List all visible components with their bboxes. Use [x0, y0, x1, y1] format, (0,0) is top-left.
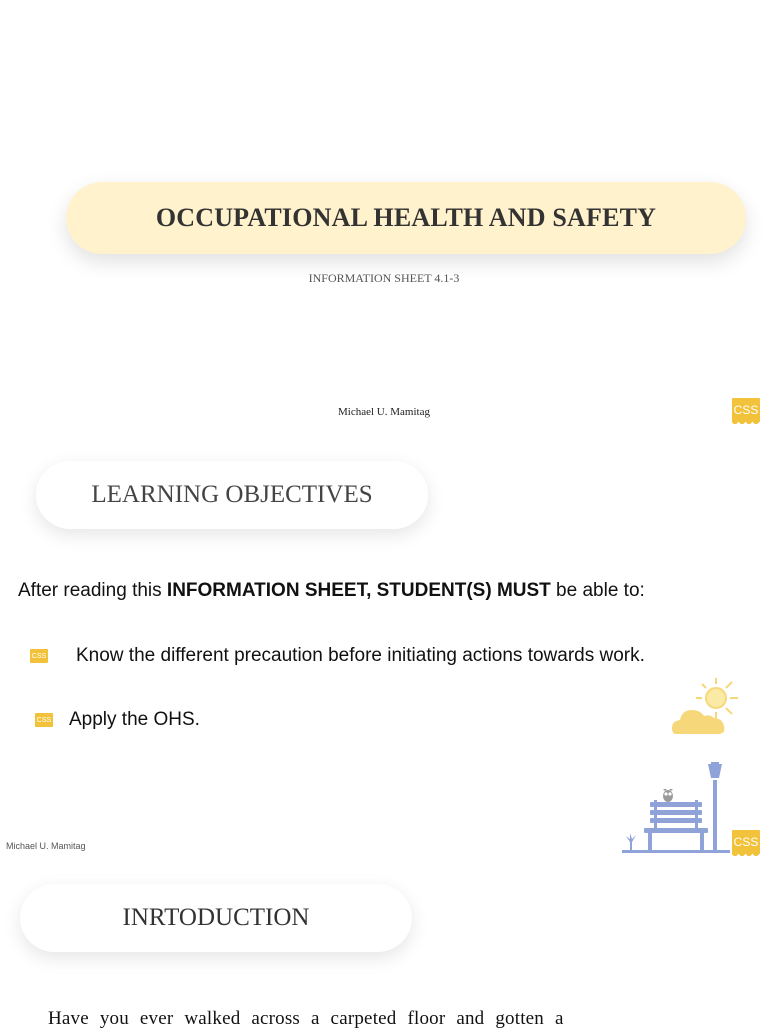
title-banner [66, 182, 746, 254]
learning-objectives-heading: LEARNING OBJECTIVES [91, 481, 373, 508]
sun-cloud-icon [670, 676, 742, 738]
objective-item [35, 709, 200, 731]
park-bench-icon [620, 760, 730, 856]
document-title: OCCUPATIONAL HEALTH AND SAFETY [155, 203, 657, 232]
introduction-banner [20, 884, 412, 952]
objectives-intro-end: be able to: [550, 580, 645, 601]
objective-text: Know the different precaution before initiating actions towards work. [76, 645, 645, 666]
css-bullet-icon: CSS [35, 713, 53, 727]
css-bullet-icon: CSS [30, 649, 48, 663]
introduction-heading: INRTODUCTION [122, 904, 310, 931]
css-logo-badge: CSS [732, 398, 760, 422]
css-logo-badge: CSS [732, 830, 760, 854]
objective-item [30, 645, 645, 667]
author-name: Michael U. Mamitag [6, 841, 86, 851]
introduction-body: Have you ever walked across a carpeted floor and gotten a [48, 1008, 564, 1029]
objectives-intro [18, 580, 645, 602]
author-name: Michael U. Mamitag [338, 406, 430, 418]
learning-objectives-banner [36, 461, 428, 529]
objectives-intro-start: After reading this [18, 580, 167, 601]
objective-text: Apply the OHS. [69, 709, 200, 730]
document-subtitle: INFORMATION SHEET 4.1-3 [308, 271, 460, 285]
objectives-intro-bold: INFORMATION SHEET, STUDENT(S) MUST [166, 580, 551, 601]
